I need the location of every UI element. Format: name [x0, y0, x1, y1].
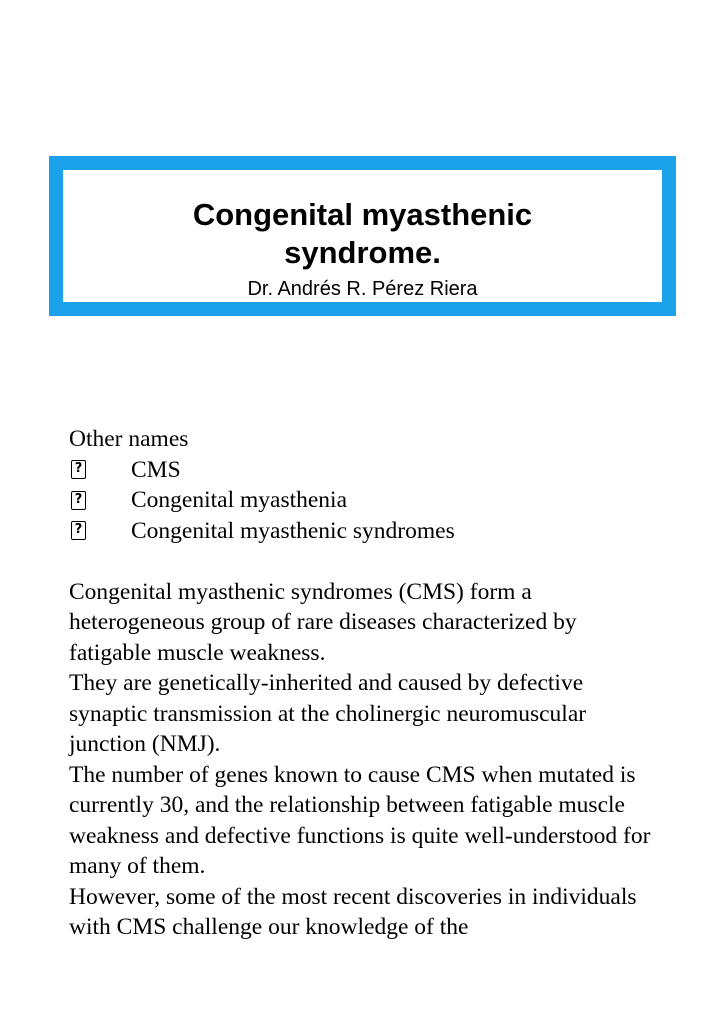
list-item-text: Congenital myasthenia — [131, 487, 348, 513]
document-body — [69, 424, 659, 943]
body-text — [69, 577, 659, 943]
list-item — [69, 516, 659, 547]
list-item-text: Congenital myasthenic syndromes — [131, 517, 455, 544]
missing-glyph-bullet-icon: ? — [71, 491, 86, 510]
other-names-heading: Other names — [69, 426, 189, 452]
paragraph: They are genetically-inherited and caused by defective synaptic transmission at the cholinergic neuromuscular junction (NMJ). — [69, 670, 587, 757]
paragraph: Congenital myasthenic syndromes (CMS) form a heterogeneous group of rare diseases characterized by fatigable muscle weakness. — [69, 578, 577, 666]
missing-glyph-bullet-icon: ? — [71, 521, 86, 540]
list-item-text: CMS — [131, 456, 181, 483]
paragraph: The number of genes known to cause CMS when mutated is currently 30, and the relationship between fatigable muscle weakness and defective functions is quite well-understood for many of them. — [69, 761, 651, 879]
missing-glyph-bullet-icon: ? — [71, 460, 86, 479]
author-name: Dr. Andrés R. Pérez Riera — [247, 278, 478, 300]
title-box — [49, 156, 676, 316]
paragraph-spacer — [69, 546, 659, 577]
list-item — [69, 485, 659, 516]
other-names-list — [69, 455, 659, 547]
list-item — [69, 455, 659, 486]
paragraph: However, some of the most recent discoveries in individuals with CMS challenge our knowledge of the — [69, 883, 637, 940]
document-title: Congenital myasthenic syndrome. — [192, 197, 533, 270]
